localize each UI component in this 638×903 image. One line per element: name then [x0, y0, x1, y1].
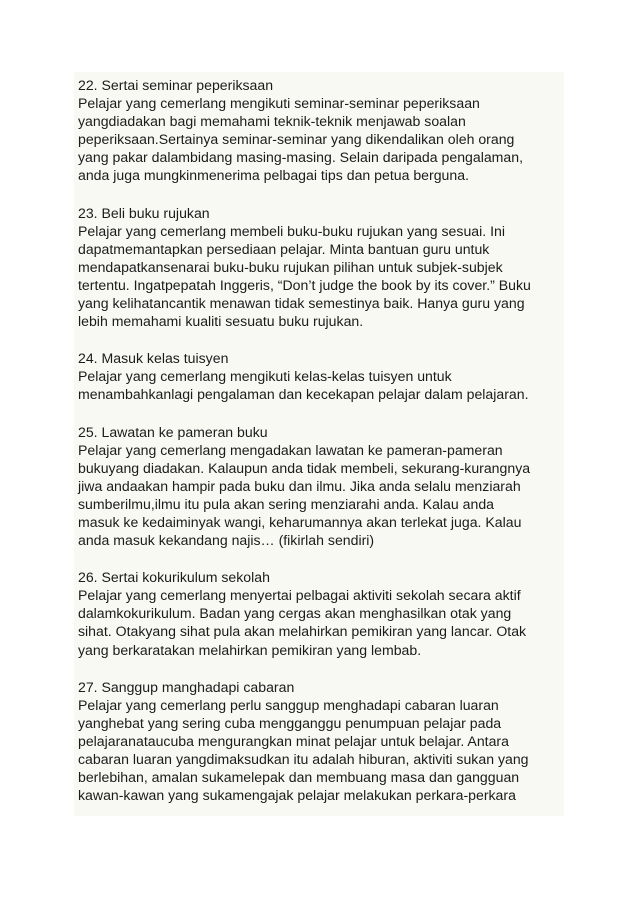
paragraph-line: tertentu. Ingatpepatah Inggeris, “Don’t judge the book by its cover.” Buku: [78, 276, 531, 293]
paragraph-line: dalamkokurikulum. Badan yang cergas akan menghasilkan otak yang: [78, 605, 512, 622]
section-heading: 27. Sanggup manghadapi cabaran: [78, 678, 295, 695]
section-22: [74, 72, 564, 185]
section-23: [74, 204, 564, 331]
section-25: [74, 423, 564, 550]
section-heading: 24. Masuk kelas tuisyen: [78, 350, 229, 367]
paragraph-line: Pelajar yang cemerlang perlu sanggup menghadapi cabaran luaran: [78, 696, 499, 713]
paragraph-line: mendapatkansenarai buku-buku rujukan pilihan untuk subjek-subjek: [78, 258, 503, 275]
section-26: [74, 568, 564, 658]
section-27: [74, 678, 564, 805]
paragraph-line: yanghebat yang sering cuba mengganggu penumpuan pelajar pada: [78, 714, 502, 731]
paragraph-line: Pelajar yang cemerlang mengikuti kelas-kelas tuisyen untuk: [78, 368, 452, 385]
paragraph-line: peperiksaan.Sertainya seminar-seminar yang dikendalikan oleh orang: [78, 131, 515, 148]
paragraph-line: jiwa andaakan hampir pada buku dan ilmu. Jika anda selalu menziarah: [78, 477, 521, 494]
section-heading: 26. Sertai kokurikulum sekolah: [78, 569, 270, 586]
paragraph-line: pelajaranataucuba mengurangkan minat pelajar untuk belajar. Antara: [78, 732, 509, 749]
paragraph-line: yangdiadakan bagi memahami teknik-teknik menjawab soalan: [78, 113, 466, 130]
paragraph-line: bukuyang diadakan. Kalaupun anda tidak membeli, sekurang-kurangnya: [78, 459, 531, 476]
section-heading: 25. Lawatan ke pameran buku: [78, 423, 268, 440]
section-24: [74, 349, 564, 403]
paragraph-line: sumberilmu,ilmu itu pula akan sering menziarahi anda. Kalau anda: [78, 495, 494, 512]
document-body: [74, 72, 564, 816]
paragraph-line: masuk ke kedaiminyak wangi, keharumannya akan terlekat juga. Kalau: [78, 513, 522, 530]
paragraph-line: cabaran luaran yangdimaksudkan itu adalah hiburan, aktiviti sukan yang: [78, 751, 529, 767]
paragraph-line: yang berkaratakan melahirkan pemikiran yang lembab.: [78, 641, 422, 658]
paragraph-line: yang pakar dalambidang masing-masing. Selain daripada pengalaman,: [78, 149, 524, 166]
section-heading: 22. Sertai seminar peperiksaan: [78, 77, 274, 93]
paragraph-line: menambahkanlagi pengalaman dan kecekapan pelajar dalam pelajaran.: [78, 386, 529, 403]
paragraph-line: yang kelihatancantik menawan tidak semestinya baik. Hanya guru yang: [78, 295, 525, 312]
paragraph-line: Pelajar yang cemerlang mengikuti seminar-seminar peperiksaan: [78, 95, 480, 112]
paragraph-line: anda juga mungkinmenerima pelbagai tips dan petua berguna.: [78, 167, 469, 184]
section-heading: 23. Beli buku rujukan: [78, 204, 210, 221]
paragraph-line: dapatmemantapkan persediaan pelajar. Minta bantuan guru untuk: [78, 240, 490, 257]
paragraph-line: Pelajar yang cemerlang menyertai pelbagai aktiviti sekolah secara aktif: [78, 587, 521, 604]
paragraph-line: Pelajar yang cemerlang mengadakan lawatan ke pameran-pameran: [78, 441, 503, 458]
paragraph-line: Pelajar yang cemerlang membeli buku-buku rujukan yang sesuai. Ini: [78, 222, 505, 239]
paragraph-line: kawan-kawan yang sukamengajak pelajar melakukan perkara-perkara: [78, 787, 516, 804]
paragraph-line: berlebihan, amalan sukamelepak dan membuang masa dan gangguan: [78, 769, 520, 786]
paragraph-line: lebih memahami kualiti sesuatu buku rujukan.: [78, 313, 364, 330]
paragraph-line: sihat. Otakyang sihat pula akan melahirkan pemikiran yang lancar. Otak: [78, 623, 527, 640]
paragraph-line: anda masuk kekandang najis… (fikirlah sendiri): [78, 532, 375, 549]
